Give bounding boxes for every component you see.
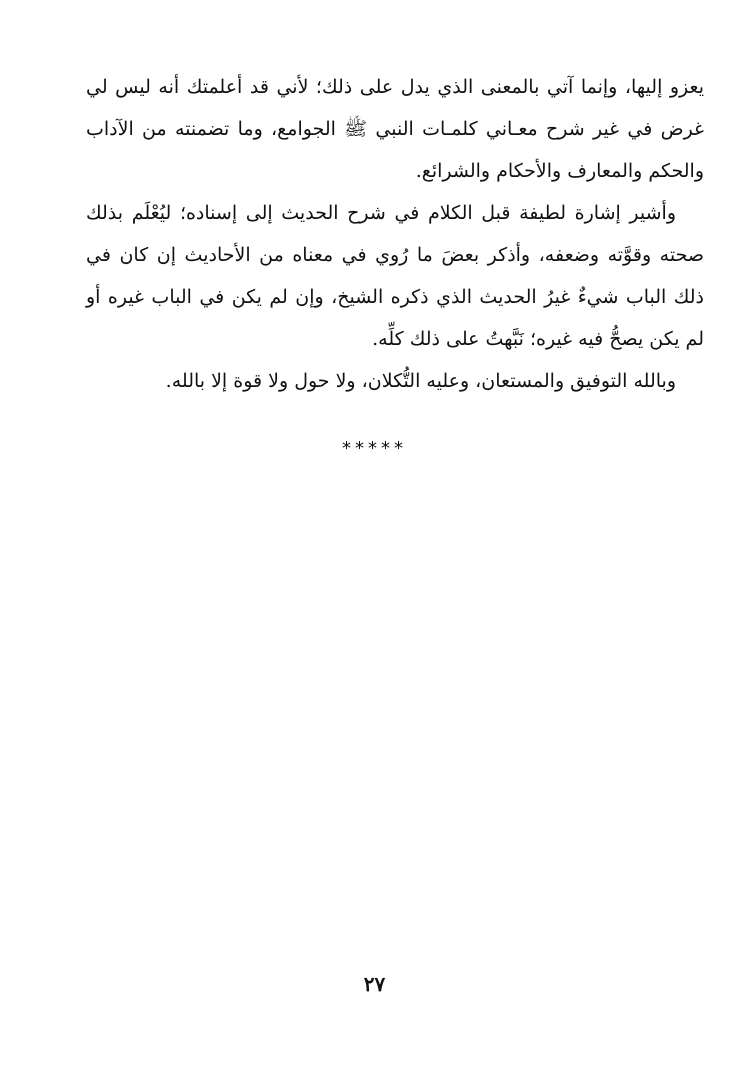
body-text (86, 66, 704, 402)
section-divider: ***** (342, 438, 407, 459)
paragraph-1: يعزو إليها، وإنما آتي بالمعنى الذي يدل على ذلك؛ لأني قد أعلمتك أنه ليس لي غرض في غير شرح معـاني كلمـات النبي ﷺ الجوامع، وما تضمنته من الآداب والحكم والمعارف والأحكام والشرائع. (86, 76, 704, 182)
paragraph-3: وبالله التوفيق والمستعان، وعليه التُّكلان، ولا حول ولا قوة إلا بالله. (165, 370, 676, 392)
page-number: ٢٧ (363, 972, 386, 996)
paragraph-2: وأشير إشارة لطيفة قبل الكلام في شرح الحديث إلى إسناده؛ ليُعْلَم بذلك صحته وقوَّته وضعفه، وأذكر بعضَ ما رُوي في معناه من الأحاديث إن كان في ذلك الباب شيءٌ غيرُ الحديث الذي ذكره الشيخ، وإن لم يكن في الباب غيره أو لم يكن يصحُّ فيه غيره؛ نَبَّهتُ على ذلك كلِّه. (86, 202, 704, 350)
